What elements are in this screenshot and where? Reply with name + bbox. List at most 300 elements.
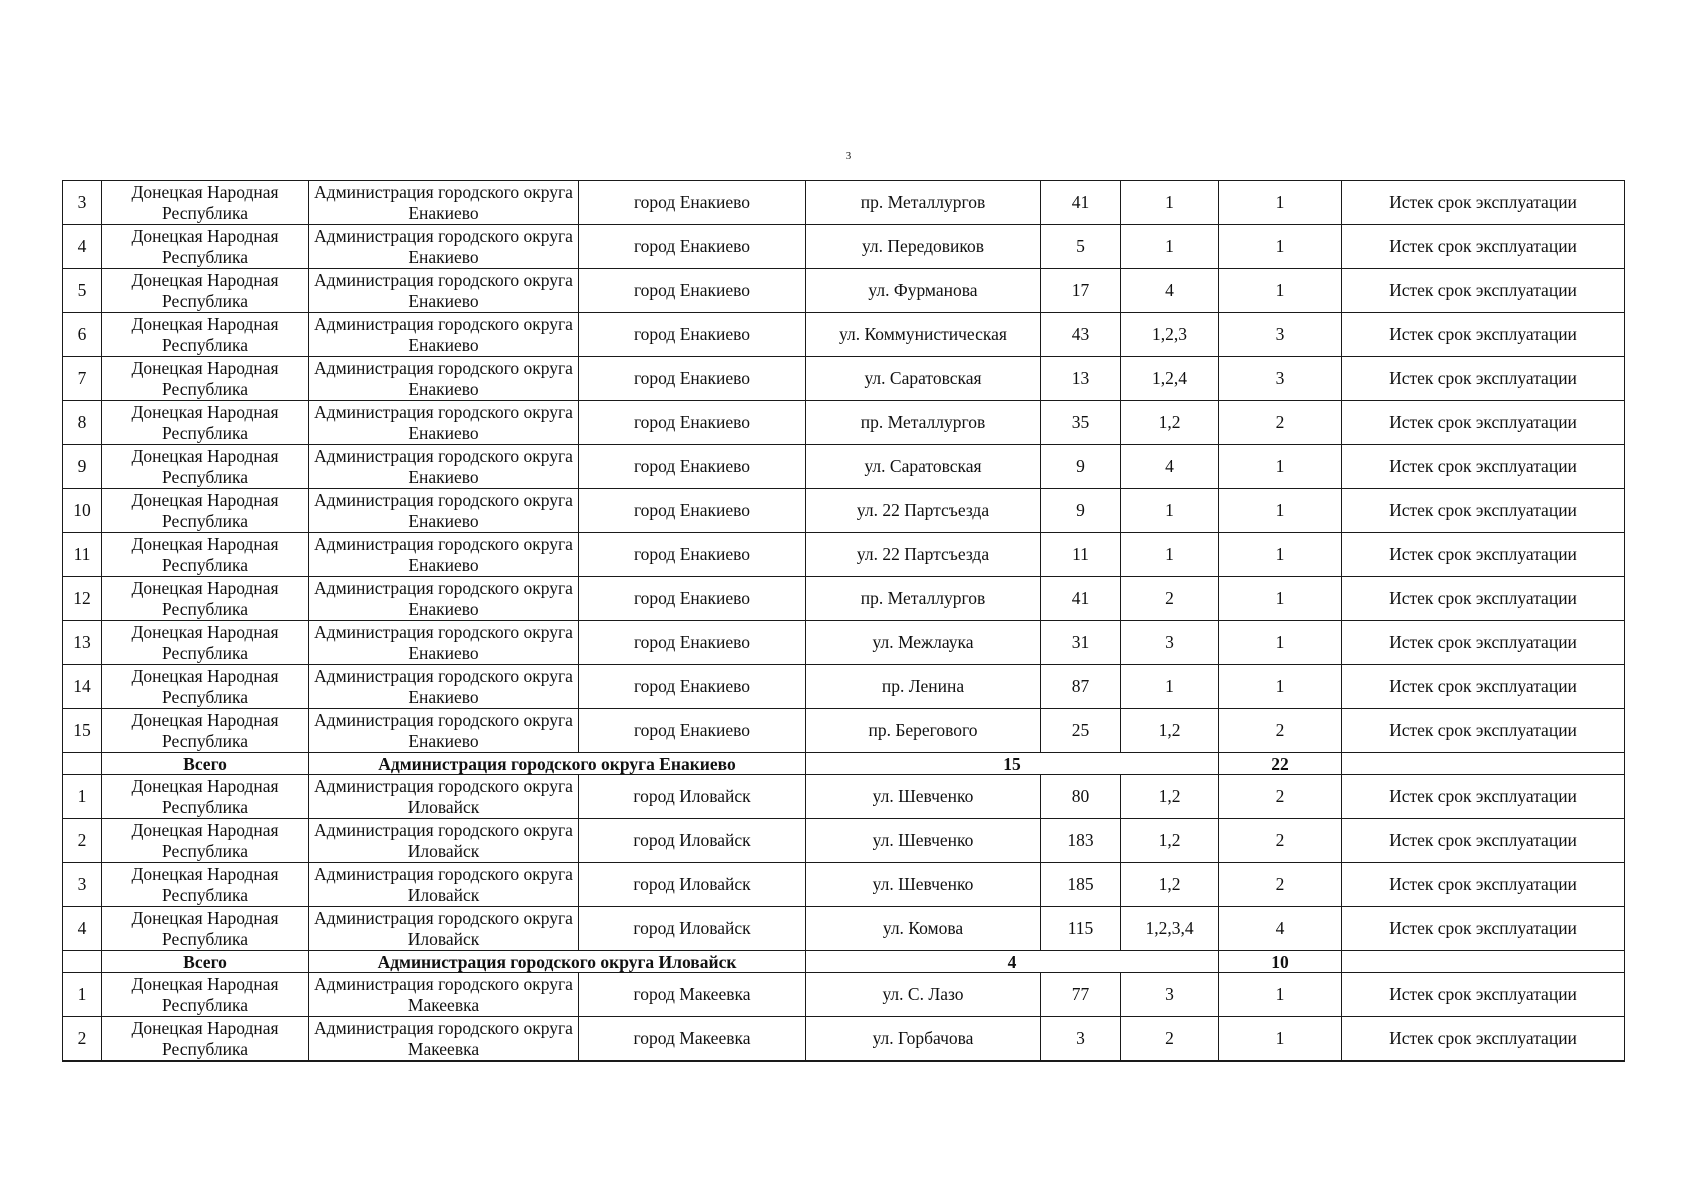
street-cell: [806, 709, 1041, 753]
administration-cell: [309, 225, 579, 269]
table-row: [63, 1017, 1625, 1062]
reason-cell-text: Истек срок эксплуатации: [1389, 456, 1577, 476]
house-number-cell: [1041, 269, 1121, 313]
house-number-cell-text: 115: [1067, 918, 1094, 938]
reason-cell: [1342, 269, 1625, 313]
administration-cell-text: Администрация городского округа Енакиево: [314, 269, 573, 311]
street-cell: [806, 181, 1041, 225]
total-empty-cell: [63, 951, 102, 973]
row-number: [63, 401, 102, 445]
house-number-cell-text: 77: [1071, 984, 1090, 1004]
house-number-cell-text: 185: [1067, 874, 1094, 894]
count-cell: [1219, 709, 1342, 753]
city-cell: [579, 907, 806, 951]
city-cell: [579, 445, 806, 489]
table-row: [63, 621, 1625, 665]
reason-cell-text: Истек срок эксплуатации: [1389, 984, 1577, 1004]
administration-cell-text: Администрация городского округа Макеевка: [314, 973, 573, 1015]
entrances-cell: [1121, 709, 1219, 753]
republic-cell-text: Донецкая Народная Республика: [131, 907, 279, 949]
republic-cell: [102, 621, 309, 665]
administration-cell: [309, 489, 579, 533]
house-number-cell-text: 35: [1071, 412, 1090, 432]
reason-cell-text: Истек срок эксплуатации: [1389, 544, 1577, 564]
republic-cell: [102, 489, 309, 533]
house-number-cell-text: 13: [1071, 368, 1090, 388]
administration-cell: [309, 577, 579, 621]
row-number: [63, 621, 102, 665]
count-cell-text: 1: [1275, 676, 1285, 696]
city-cell-text: город Енакиево: [633, 632, 751, 652]
entrances-cell-text: 2: [1165, 588, 1174, 608]
administration-cell: [309, 863, 579, 907]
total-label: [102, 951, 309, 973]
reason-cell: [1342, 907, 1625, 951]
entrances-cell-text: 4: [1165, 280, 1174, 300]
street-cell-text: ул. Шевченко: [872, 874, 974, 894]
street-cell: [806, 401, 1041, 445]
count-cell-text: 1: [1275, 588, 1285, 608]
house-number-cell: [1041, 577, 1121, 621]
administration-cell: [309, 775, 579, 819]
reason-cell-text: Истек срок эксплуатации: [1389, 192, 1577, 212]
street-cell-text: ул. Коммунистическая: [839, 324, 1007, 344]
administration-cell: [309, 269, 579, 313]
house-number-cell-text: 80: [1071, 786, 1090, 806]
reason-cell: [1342, 401, 1625, 445]
register-table: [62, 180, 1625, 1062]
entrances-cell: [1121, 973, 1219, 1017]
administration-cell: [309, 533, 579, 577]
city-cell-text: город Енакиево: [633, 324, 751, 344]
republic-cell: [102, 357, 309, 401]
reason-cell: [1342, 445, 1625, 489]
street-cell: [806, 357, 1041, 401]
table-row: [63, 313, 1625, 357]
administration-cell-text: Администрация городского округа Иловайск: [314, 863, 573, 905]
table-row: [63, 181, 1625, 225]
republic-cell-text: Донецкая Народная Республика: [131, 973, 279, 1015]
table-row: [63, 445, 1625, 489]
city-cell-text: город Енакиево: [633, 456, 751, 476]
table-row: [63, 819, 1625, 863]
republic-cell: [102, 819, 309, 863]
city-cell-text: город Енакиево: [633, 676, 751, 696]
city-cell-text: город Енакиево: [633, 544, 751, 564]
count-cell-text: 3: [1275, 368, 1285, 388]
row-number: [63, 313, 102, 357]
entrances-cell-text: 1,2: [1158, 412, 1181, 432]
row-number-text: 13: [73, 632, 91, 652]
house-number-cell: [1041, 489, 1121, 533]
street-cell-text: ул. Горбачова: [872, 1028, 974, 1048]
reason-cell: [1342, 775, 1625, 819]
street-cell-text: ул. Шевченко: [872, 786, 974, 806]
entrances-cell-text: 4: [1165, 456, 1174, 476]
city-cell: [579, 225, 806, 269]
administration-cell: [309, 973, 579, 1017]
house-number-cell: [1041, 225, 1121, 269]
house-number-cell-text: 25: [1071, 720, 1090, 740]
administration-cell-text: Администрация городского округа Енакиево: [314, 357, 573, 399]
total-administration-text: Администрация городского округа Енакиево: [378, 753, 736, 774]
city-cell: [579, 269, 806, 313]
house-number-cell: [1041, 709, 1121, 753]
republic-cell: [102, 863, 309, 907]
table-row: [63, 401, 1625, 445]
entrances-cell: [1121, 269, 1219, 313]
city-cell-text: город Иловайск: [633, 918, 751, 938]
count-cell-text: 1: [1275, 280, 1285, 300]
republic-cell-text: Донецкая Народная Республика: [131, 533, 279, 575]
administration-cell: [309, 621, 579, 665]
row-number-text: 1: [77, 786, 87, 806]
street-cell-text: пр. Берегового: [868, 720, 978, 740]
street-cell-text: ул. Саратовская: [864, 456, 982, 476]
total-count: [1219, 753, 1342, 775]
republic-cell: [102, 973, 309, 1017]
count-cell: [1219, 819, 1342, 863]
row-number-text: 15: [73, 720, 91, 740]
row-number-text: 4: [77, 236, 87, 256]
row-number: [63, 973, 102, 1017]
count-cell-text: 1: [1275, 236, 1285, 256]
total-empty-cell: [1342, 951, 1625, 973]
table-row: [63, 863, 1625, 907]
count-cell: [1219, 225, 1342, 269]
administration-cell-text: Администрация городского округа Енакиево: [314, 709, 573, 751]
house-number-cell: [1041, 533, 1121, 577]
street-cell: [806, 577, 1041, 621]
republic-cell: [102, 269, 309, 313]
entrances-cell-text: 1: [1165, 192, 1174, 212]
administration-cell-text: Администрация городского округа Енакиево: [314, 445, 573, 487]
street-cell: [806, 1017, 1041, 1062]
count-cell: [1219, 489, 1342, 533]
table-row: [63, 775, 1625, 819]
street-cell: [806, 269, 1041, 313]
count-cell-text: 2: [1275, 720, 1285, 740]
entrances-cell: [1121, 489, 1219, 533]
house-number-cell-text: 183: [1067, 830, 1094, 850]
total-administration: [309, 753, 806, 775]
total-label-text: Всего: [183, 951, 227, 972]
entrances-cell-text: 1: [1165, 544, 1174, 564]
administration-cell-text: Администрация городского округа Енакиево: [314, 665, 573, 707]
reason-cell: [1342, 489, 1625, 533]
row-number-text: 6: [77, 324, 87, 344]
entrances-cell-text: 1,2,3: [1152, 324, 1187, 344]
total-row: [63, 951, 1625, 973]
city-cell: [579, 621, 806, 665]
street-cell: [806, 225, 1041, 269]
administration-cell-text: Администрация городского округа Иловайск: [314, 819, 573, 861]
count-cell-text: 2: [1275, 830, 1285, 850]
reason-cell: [1342, 533, 1625, 577]
house-number-cell-text: 5: [1076, 236, 1085, 256]
reason-cell-text: Истек срок эксплуатации: [1389, 368, 1577, 388]
entrances-cell-text: 1,2: [1158, 786, 1181, 806]
row-number: [63, 225, 102, 269]
row-number: [63, 709, 102, 753]
entrances-cell: [1121, 863, 1219, 907]
administration-cell-text: Администрация городского округа Енакиево: [314, 621, 573, 663]
row-number: [63, 665, 102, 709]
entrances-cell-text: 1: [1165, 676, 1174, 696]
administration-cell-text: Администрация городского округа Енакиево: [314, 577, 573, 619]
city-cell-text: город Иловайск: [633, 786, 751, 806]
reason-cell-text: Истек срок эксплуатации: [1389, 412, 1577, 432]
row-number-text: 3: [77, 192, 87, 212]
table-row: [63, 225, 1625, 269]
row-number: [63, 577, 102, 621]
administration-cell-text: Администрация городского округа Енакиево: [314, 313, 573, 355]
house-number-cell-text: 41: [1071, 588, 1090, 608]
republic-cell: [102, 225, 309, 269]
count-cell: [1219, 357, 1342, 401]
city-cell-text: город Енакиево: [633, 412, 751, 432]
house-number-cell: [1041, 181, 1121, 225]
house-number-cell: [1041, 863, 1121, 907]
row-number: [63, 269, 102, 313]
house-number-cell-text: 9: [1076, 500, 1085, 520]
reason-cell: [1342, 621, 1625, 665]
street-cell-text: пр. Металлургов: [860, 588, 986, 608]
entrances-cell-text: 1: [1165, 500, 1174, 520]
table-row: [63, 577, 1625, 621]
street-cell: [806, 489, 1041, 533]
count-cell: [1219, 181, 1342, 225]
reason-cell-text: Истек срок эксплуатации: [1389, 830, 1577, 850]
table-row: [63, 357, 1625, 401]
total-houses: [806, 753, 1219, 775]
city-cell: [579, 775, 806, 819]
house-number-cell-text: 87: [1071, 676, 1090, 696]
total-administration: [309, 951, 806, 973]
city-cell: [579, 1017, 806, 1062]
count-cell-text: 1: [1275, 500, 1285, 520]
row-number-text: 8: [77, 412, 87, 432]
administration-cell-text: Администрация городского округа Енакиево: [314, 225, 573, 267]
city-cell-text: город Енакиево: [633, 236, 751, 256]
row-number-text: 9: [77, 456, 87, 476]
republic-cell-text: Донецкая Народная Республика: [131, 577, 279, 619]
city-cell-text: город Иловайск: [633, 874, 751, 894]
administration-cell: [309, 819, 579, 863]
house-number-cell-text: 17: [1071, 280, 1090, 300]
city-cell: [579, 181, 806, 225]
republic-cell: [102, 665, 309, 709]
republic-cell: [102, 907, 309, 951]
row-number-text: 2: [77, 1028, 87, 1048]
house-number-cell-text: 41: [1071, 192, 1090, 212]
row-number: [63, 489, 102, 533]
administration-cell: [309, 313, 579, 357]
administration-cell-text: Администрация городского округа Макеевка: [314, 1017, 573, 1059]
row-number-text: 1: [77, 984, 87, 1004]
house-number-cell: [1041, 401, 1121, 445]
entrances-cell-text: 1,2: [1158, 830, 1181, 850]
republic-cell: [102, 775, 309, 819]
table-row: [63, 489, 1625, 533]
count-cell-text: 2: [1275, 874, 1285, 894]
total-count-text: 10: [1271, 951, 1289, 972]
reason-cell-text: Истек срок эксплуатации: [1389, 1028, 1577, 1048]
row-number-text: 11: [73, 544, 91, 564]
row-number-text: 3: [77, 874, 87, 894]
entrances-cell: [1121, 357, 1219, 401]
city-cell-text: город Макеевка: [633, 984, 751, 1004]
administration-cell: [309, 665, 579, 709]
house-number-cell: [1041, 313, 1121, 357]
street-cell: [806, 973, 1041, 1017]
count-cell: [1219, 775, 1342, 819]
city-cell-text: город Енакиево: [633, 720, 751, 740]
count-cell: [1219, 863, 1342, 907]
city-cell: [579, 819, 806, 863]
entrances-cell: [1121, 577, 1219, 621]
row-number: [63, 863, 102, 907]
total-empty-cell: [1342, 753, 1625, 775]
administration-cell-text: Администрация городского округа Иловайск: [314, 907, 573, 949]
entrances-cell-text: 1: [1165, 236, 1174, 256]
entrances-cell: [1121, 181, 1219, 225]
republic-cell-text: Донецкая Народная Республика: [131, 665, 279, 707]
count-cell: [1219, 577, 1342, 621]
row-number-text: 14: [73, 676, 91, 696]
reason-cell: [1342, 357, 1625, 401]
house-number-cell: [1041, 907, 1121, 951]
reason-cell: [1342, 819, 1625, 863]
house-number-cell-text: 11: [1072, 544, 1089, 564]
count-cell-text: 3: [1275, 324, 1285, 344]
reason-cell: [1342, 1017, 1625, 1062]
administration-cell: [309, 907, 579, 951]
house-number-cell: [1041, 819, 1121, 863]
house-number-cell-text: 9: [1076, 456, 1085, 476]
city-cell: [579, 489, 806, 533]
total-empty-cell: [63, 753, 102, 775]
reason-cell-text: Истек срок эксплуатации: [1389, 280, 1577, 300]
street-cell-text: ул. С. Лазо: [882, 984, 964, 1004]
republic-cell-text: Донецкая Народная Республика: [131, 819, 279, 861]
republic-cell: [102, 577, 309, 621]
entrances-cell: [1121, 225, 1219, 269]
republic-cell-text: Донецкая Народная Республика: [131, 401, 279, 443]
reason-cell-text: Истек срок эксплуатации: [1389, 236, 1577, 256]
table-row: [63, 709, 1625, 753]
count-cell: [1219, 665, 1342, 709]
entrances-cell: [1121, 819, 1219, 863]
entrances-cell-text: 2: [1165, 1028, 1174, 1048]
house-number-cell: [1041, 445, 1121, 489]
count-cell-text: 1: [1275, 544, 1285, 564]
count-cell: [1219, 401, 1342, 445]
count-cell-text: 1: [1275, 984, 1285, 1004]
reason-cell: [1342, 313, 1625, 357]
table-body: [63, 181, 1625, 1062]
row-number: [63, 445, 102, 489]
street-cell-text: пр. Ленина: [881, 676, 965, 696]
reason-cell: [1342, 225, 1625, 269]
reason-cell: [1342, 973, 1625, 1017]
house-number-cell-text: 43: [1071, 324, 1090, 344]
row-number-text: 5: [77, 280, 87, 300]
total-houses: [806, 951, 1219, 973]
city-cell: [579, 665, 806, 709]
republic-cell: [102, 533, 309, 577]
administration-cell: [309, 357, 579, 401]
reason-cell-text: Истек срок эксплуатации: [1389, 324, 1577, 344]
entrances-cell: [1121, 907, 1219, 951]
republic-cell-text: Донецкая Народная Республика: [131, 621, 279, 663]
row-number-text: 4: [77, 918, 87, 938]
street-cell-text: ул. Фурманова: [868, 280, 978, 300]
total-count: [1219, 951, 1342, 973]
city-cell: [579, 973, 806, 1017]
city-cell-text: город Енакиево: [633, 280, 751, 300]
total-houses-text: 15: [1003, 753, 1021, 774]
street-cell-text: ул. Межлаука: [872, 632, 974, 652]
total-count-text: 22: [1271, 753, 1289, 774]
republic-cell-text: Донецкая Народная Республика: [131, 1017, 279, 1059]
street-cell: [806, 621, 1041, 665]
reason-cell: [1342, 863, 1625, 907]
reason-cell-text: Истек срок эксплуатации: [1389, 786, 1577, 806]
count-cell-text: 2: [1275, 412, 1285, 432]
count-cell: [1219, 445, 1342, 489]
count-cell: [1219, 621, 1342, 665]
republic-cell: [102, 401, 309, 445]
street-cell-text: пр. Металлургов: [860, 412, 986, 432]
republic-cell: [102, 1017, 309, 1062]
republic-cell: [102, 709, 309, 753]
total-label: [102, 753, 309, 775]
entrances-cell-text: 1,2,4: [1152, 368, 1187, 388]
house-number-cell-text: 3: [1076, 1028, 1085, 1048]
table-row: [63, 973, 1625, 1017]
row-number: [63, 775, 102, 819]
reason-cell: [1342, 181, 1625, 225]
house-number-cell: [1041, 973, 1121, 1017]
count-cell-text: 1: [1275, 632, 1285, 652]
reason-cell: [1342, 665, 1625, 709]
house-number-cell: [1041, 621, 1121, 665]
street-cell: [806, 819, 1041, 863]
house-number-cell: [1041, 665, 1121, 709]
administration-cell-text: Администрация городского округа Енакиево: [314, 401, 573, 443]
reason-cell-text: Истек срок эксплуатации: [1389, 500, 1577, 520]
reason-cell: [1342, 577, 1625, 621]
entrances-cell-text: 3: [1165, 984, 1174, 1004]
republic-cell-text: Донецкая Народная Республика: [131, 313, 279, 355]
count-cell: [1219, 1017, 1342, 1062]
row-number: [63, 1017, 102, 1062]
city-cell: [579, 533, 806, 577]
city-cell: [579, 863, 806, 907]
reason-cell: [1342, 709, 1625, 753]
row-number-text: 12: [73, 588, 91, 608]
city-cell-text: город Енакиево: [633, 588, 751, 608]
administration-cell: [309, 445, 579, 489]
count-cell: [1219, 313, 1342, 357]
street-cell: [806, 863, 1041, 907]
entrances-cell: [1121, 533, 1219, 577]
street-cell-text: ул. Шевченко: [872, 830, 974, 850]
administration-cell: [309, 1017, 579, 1062]
street-cell-text: ул. Передовиков: [861, 236, 985, 256]
republic-cell-text: Донецкая Народная Республика: [131, 269, 279, 311]
